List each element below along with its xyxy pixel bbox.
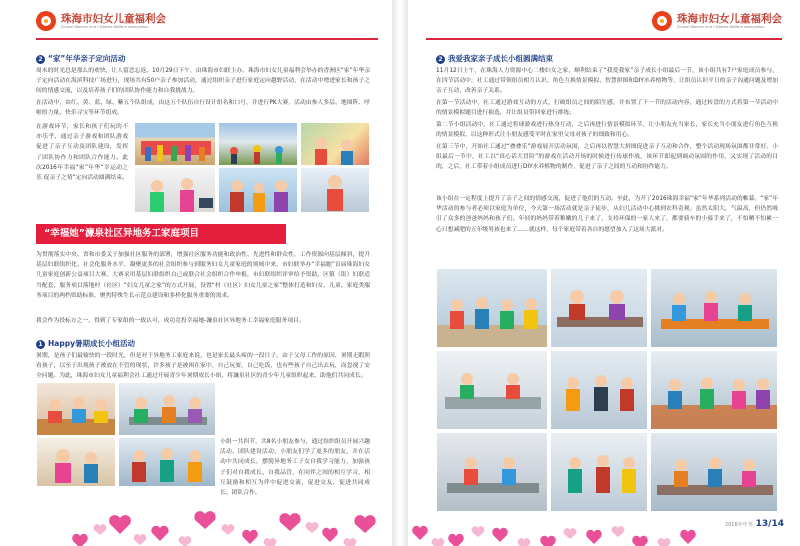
photo-summer-classroom xyxy=(36,382,116,436)
section-number-badge: 2 xyxy=(436,55,445,64)
photo-carnival-field xyxy=(218,122,298,166)
decorative-hearts-left xyxy=(0,456,392,546)
footer-page-numbers: 13/14 xyxy=(755,519,784,529)
section-number-badge: 2 xyxy=(36,55,45,64)
org-title-block xyxy=(61,13,166,30)
photo-carnival-activity xyxy=(134,167,216,213)
paragraph-summer-group: 小组一共四节，共8名小朋友参与，通过组织组员开展兴趣活动、团队建设活动，小朋友们学了更多的朋友，并在活动中共同成长，摆脱异地务工子女自我学习能力，加强孩子们对自我成长、自我品管，在同伴之间的相互学习，相互鼓励和相互为伴中促进交流，促进交友，促进共同成长、团队合作。 xyxy=(220,439,370,497)
page-gutter xyxy=(392,0,408,546)
photo-carnival-parents xyxy=(218,167,298,213)
section-heading-family-carnival xyxy=(36,53,125,64)
left-header xyxy=(36,8,166,34)
right-page xyxy=(408,0,800,546)
section-number-badge: 1 xyxy=(36,340,45,349)
org-logo-icon xyxy=(652,11,672,31)
photo-carnival-child xyxy=(300,167,370,213)
paragraph-carnival-games: 在游戏环节，家长和孩子们玩的不亦乐乎，通过亲子游戏和团队游戏促进了亲子互动及团队建设，发挥了团队协作力和团队合作能力。此次2016年幸福“家”年华“幸运动之乐 促亲子之情”定向活动圆满结束。 xyxy=(36,124,128,182)
header-divider xyxy=(36,38,378,40)
page-footer xyxy=(725,519,784,529)
photo-desk-figures xyxy=(551,269,648,348)
photo-carnival-group xyxy=(134,122,216,166)
paragraph-summer-side xyxy=(220,382,370,434)
org-english-name: Zhuhai Women and Children Welfare Association xyxy=(677,24,765,29)
photo-group-game xyxy=(550,350,648,430)
photo-room-figures xyxy=(437,269,548,348)
header-divider xyxy=(426,38,782,40)
photo-group-desk xyxy=(550,268,648,348)
photo-group-craft xyxy=(436,350,548,430)
decorative-hearts-right xyxy=(408,476,800,546)
photo-kids-figures xyxy=(301,123,370,166)
paragraph-project-intro: 为贯彻落实中央、省和市委关于加强社区服务的部署，增强社区服务功能和政治性、先进性和群众性，工作资源向基层倾斜，提升基层妇联组织化、社会化服务水平，凝聚更多的社会组织参与到服务妇女儿童家庭的领域中来，市妇联举办“幸福她”首届珠海妇女儿童家庭创新公益项目大赛。大赛采用基层妇联组织自己或联合社会组织合作申报，市妇联组织评审给予资助，区镇（街）妇联适当配套，服务项目落地村（社区）“妇女儿童之家”的方式开展，设置“村（社区）妇女儿童之家”整体打造和妇女、儿童、家庭类服务项目的两档资助标准，聚焦特殊生长示范点建设和多样化服务重要的需求。 xyxy=(36,252,370,299)
photo-child-figure xyxy=(301,168,370,213)
section-title: Happy暑期成长小组活动 xyxy=(48,339,135,348)
paragraph-project-bid: 我会作为投标方之一，得到了专家组的一致认可，成功竞投幸福她-濂泉社区异地务工幸福家庭服务项目。 xyxy=(36,318,305,324)
org-english-name: Zhuhai Women and Children Welfare Association xyxy=(61,24,149,29)
project-banner: “幸福她”濂泉社区异地务工家庭项目 xyxy=(36,224,286,244)
photo-carnival-kids xyxy=(300,122,370,166)
org-logo-icon xyxy=(36,11,56,31)
photo-game-figures xyxy=(551,351,648,430)
paragraph-group-intro: 11月12日上午，在珠海人力资源中心二楼妇女之家，顺利结束了“我爱我家”亲子成长小组最后一节，该小组共有7户家庭成员参与，在四节活动中，社工通过带领组员相互认识、角色互换情景模拟、智慧拼图和DIY水养植物等，让组员认识平日的亲子沟通问题及增加亲子互动，改善亲子关系。 xyxy=(436,68,778,95)
paragraph-summer-top: 暑期，是孩子们最愉快的一段时光，但是对于异地务工家庭来说，也是家长最头疼的一段日子。由于父母工作的原因，暑期无暇照看孩子，以至于出现孩子被放在不管的现状，许多孩子是被困在家中，自己玩耍，自己吃饭，也有些孩子自己出去玩，而忽视了安全问题。为此，珠海市妇女儿童福利会社工通过开展青少年暑期成长小组，将濂泉社区的青少年儿童组织起来，助他们共同成长。 xyxy=(36,353,370,380)
photo-summer-activity-figures xyxy=(119,383,216,436)
photo-activity-figures xyxy=(135,168,216,213)
paragraph-group-session2: 第二节小组活动中，社工通过将球游戏进行热身互动，之后再进行情景模拟环节，让小朋友充当家长，家长充当小朋友进行角色互换的情景模拟，以这种形式让小朋友感受平时在家里父母对孩子的细致和用心。 xyxy=(436,122,778,139)
left-page xyxy=(0,0,392,546)
section-heading-summer-group xyxy=(36,338,135,349)
right-header xyxy=(652,8,782,34)
photo-craft-figures xyxy=(437,351,548,430)
photo-group-classroom xyxy=(650,350,778,430)
photo-group-figures xyxy=(135,123,216,166)
footer-year-label: 2016年年刊 xyxy=(724,522,753,528)
section-title: 我爱我家亲子成长小组圆满结束 xyxy=(448,54,553,63)
paragraph-group-summary: 该小组在一定程度上提升了亲子之间的情感交流，促进了他们的互动。至此，为开了2016珠海幸福“家”年华系列活动的帷幕。“家”年华活动的参与者必须以家庭为单位，今天第一场活动就是亲子徒步，从妇儿活动中心挑到农科奇观。虽然太阳大，气温高，但仍然吸引了众多的爸爸妈妈和孩子们。年轻的妈妈带着稚嫩的儿子来了，支持环保的一家人来了，都要骑车的小骑手来了，不怕晒不怕累一心只想减肥的五年级男孩也来了……就这样，每个家庭带着各自的愿望加入了这场大派对。 xyxy=(436,196,778,233)
paragraph-carnival-teams: 在活动中，由红、黄、蓝、绿、紫五个队组成，由这五个队伍自行设计组名和口号，并进行PK大赛，活动由参人多层、地图阵、呼啦的力量、快乐寻宝等环节组成。 xyxy=(36,100,370,117)
photo-parents-figures xyxy=(219,168,298,213)
photo-group-table xyxy=(650,268,778,348)
section-heading-family-group xyxy=(436,53,553,64)
photo-classroom-figures xyxy=(37,383,116,436)
photo-classroom-figures-right xyxy=(651,351,778,430)
photo-group-room xyxy=(436,268,548,348)
paragraph-carnival-intro: 周末的时光总是那么的欢快，让人留恋忘返。10月29日下午，由珠海市妇联主办、珠海市妇女儿童福利会举办的香洲区“家”年华亲子定向活动在海滨科技广场进行，现场共有50户亲子参加活动，通过组织亲子进行家庭定向越野活动，在活动中增进家长和孩子之间的情感交流，以及培养孩子们的团队协作能力和自我挑战力。 xyxy=(36,68,370,95)
photo-table-figures xyxy=(651,269,778,348)
org-name: 珠海市妇女儿童福利会 xyxy=(677,12,782,25)
org-name: 珠海市妇女儿童福利会 xyxy=(61,12,166,25)
org-title-block xyxy=(677,13,782,30)
photo-field-figures xyxy=(219,123,298,166)
paragraph-group-session3: 在第三节中，开始社工通过“叠叠乐”游戏展开活动氛围，之后再以智慧大拼图促进亲子互动和合作，整个活动现场氛围都非常好。小组最后一节中，社工以“真心话大冒险”的游戏在活动开场的时候进行传球作战，该环节即起到调动氛围的作用，又实现了活动的目的，之后，社工带着小组成员进行DIY水养植物的制作，促进了亲子之间的互动和协作能力。 xyxy=(436,144,778,171)
section-title: “家”年华亲子定向活动 xyxy=(48,54,126,63)
photo-summer-activity xyxy=(118,382,216,436)
paragraph-group-session1: 在第一节活动中，社工通过游戏互动的方式，打破组员之间的陌生感，并布置了下一节的活动内容，通过转盘的方式将第一节活动中的情景模拟题目进行抽选，并让组员带回家进行排练； xyxy=(436,100,778,117)
